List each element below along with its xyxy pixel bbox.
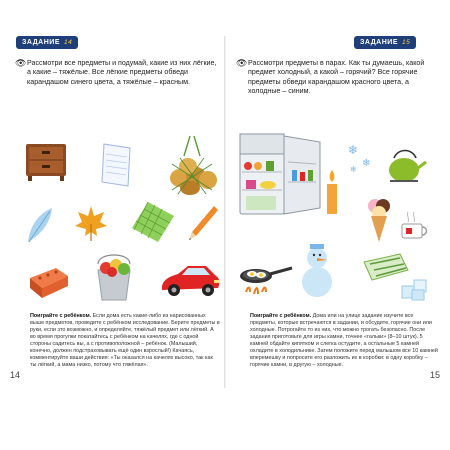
svg-text:❄: ❄: [350, 165, 357, 174]
left-badge-word: ЗАДАНИЕ: [22, 39, 60, 46]
potato-net-bag-icon: [166, 134, 218, 196]
left-parent-body: Если дома есть какие-либо из нарисованных выше предметов, проведите с ребёнком исследование. Берите предметы в руки, если это возможно, и определяйте, тяжёлый предмет или лёгкий. А во время прогулки покатайтесь с ребёнком на качелях, где с одной стороны садитесь вы, а с противоположной – ребёнок. (Малыший, конечно, должен подстраховывать ещё один взрослый!) Качаясь, комментируйте ваши действия: «Ты оказался на качелях высоко, так как ты лёгкий, а мама низко, потому что тяжёлая».: [30, 313, 220, 368]
frying-pan-on-fire-icon: [236, 252, 294, 298]
right-task-badge: [354, 36, 416, 49]
open-refrigerator-icon: [238, 132, 332, 216]
left-parent-title: Поиграйте с ребёнком.: [30, 313, 92, 319]
left-task-body: Рассмотри все предметы и подумай, какие из них лёгкие, а какие – тяжёлые. Все лёгкие предметы обведи карандашом синего цвета, а тяжёлые – красным.: [27, 59, 217, 86]
svg-text:❄: ❄: [348, 143, 359, 157]
left-parent-instructions: [30, 313, 220, 369]
right-badge-number: 15: [402, 39, 411, 46]
right-page-number: 15: [430, 370, 441, 380]
bucket-of-apples-icon: [94, 250, 134, 302]
brick-icon: [26, 264, 70, 300]
chest-of-drawers-icon: [24, 140, 68, 182]
right-parent-instructions: [250, 313, 440, 369]
paper-sheet-icon: [100, 142, 134, 188]
right-parent-body: Дома или на улице задание изучите все предметы, которые встречаются в задании, и обсудите, горячие они или холодные. Потрогайте то из них, что можно трогать безопасно. После задания приготовьте для игры камни, точнее «гальки» (8–10 штук). 5 камней обдайте кипятком и слегка остудите, а остальные 5 камней охладите в холодильнике. Затем положите перед малышом все 10 камней вперемешку и попросите его разложить их в коробки: в одну коробку – горячие камни, в другую – холодные.: [250, 313, 438, 368]
left-page-number: 14: [10, 370, 21, 380]
right-parent-title: Поиграйте с ребёнком.: [250, 313, 312, 319]
ice-cubes-icon: [400, 276, 430, 302]
left-task-text: [15, 58, 217, 87]
eye-icon: 👁: [15, 58, 27, 68]
maple-leaf-icon: [74, 204, 108, 242]
right-task-text: [236, 58, 438, 97]
eye-icon: 👁: [236, 58, 248, 68]
right-task-body: Рассмотри предметы в парах. Как ты думаешь, какой предмет холодный, а какой – горячий? Все горячие предметы обведи карандашом красного цвета, а холодные – синим.: [248, 59, 425, 96]
right-badge-word: ЗАДАНИЕ: [360, 39, 398, 46]
cloth-napkin-icon: [130, 200, 176, 244]
left-task-badge: [16, 36, 78, 49]
left-badge-number: 14: [64, 39, 73, 46]
red-car-icon: [158, 262, 222, 302]
feather-icon: [24, 206, 58, 246]
ice-cream-cone-icon: [366, 196, 392, 244]
hot-tea-cup-icon: [398, 210, 430, 242]
snowman-icon: [294, 238, 340, 300]
snowflakes-icon: [346, 140, 380, 174]
candle-icon: [322, 168, 342, 216]
pencil-icon: [186, 204, 220, 244]
svg-text:❄: ❄: [362, 158, 371, 169]
kettle-icon: [384, 144, 428, 184]
